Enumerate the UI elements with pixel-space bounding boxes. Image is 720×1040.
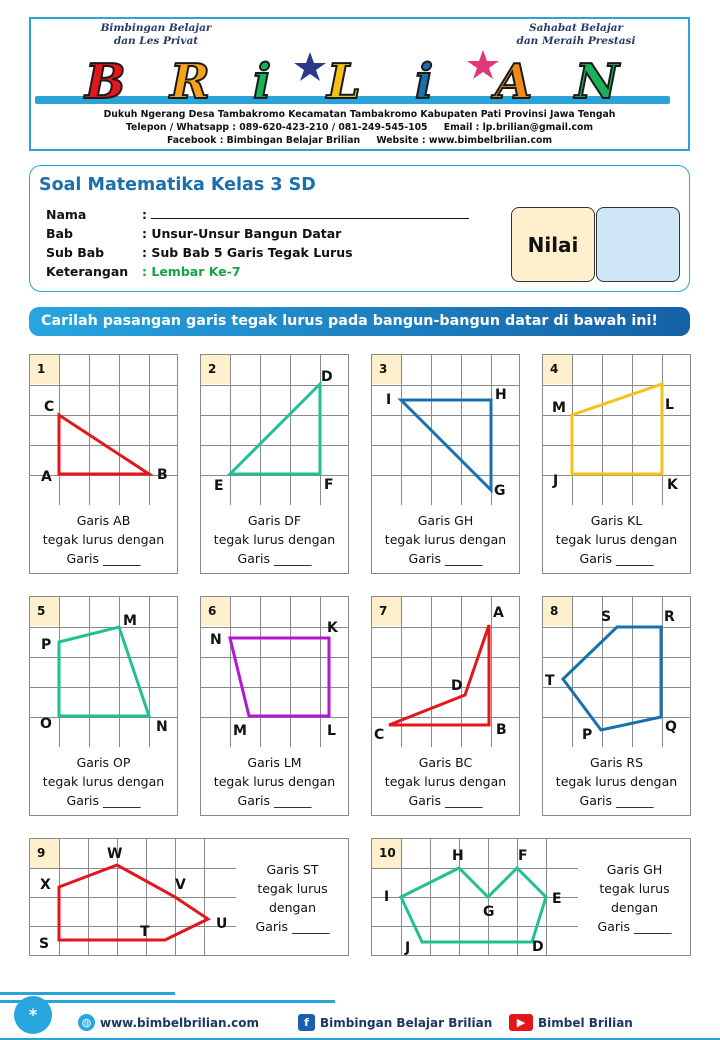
vertex-label: X — [40, 877, 51, 893]
question-number: 2 — [201, 355, 230, 384]
vertex-label: U — [216, 916, 228, 932]
instruction-banner: Carilah pasangan garis tegak lurus pada bangun-bangun datar di bawah ini! — [29, 307, 690, 336]
vertex-label: H — [452, 848, 464, 864]
score-box[interactable] — [596, 207, 680, 282]
figure-10 — [372, 839, 578, 955]
answer-blank[interactable]: Garis ______ — [408, 551, 483, 566]
footer — [0, 990, 720, 1040]
vertex-label: E — [552, 891, 562, 907]
question-number: 10 — [372, 839, 401, 868]
vertex-label: T — [545, 673, 555, 689]
logo-letter-a: A — [495, 54, 533, 104]
vertex-label: I — [386, 392, 392, 408]
facebook-icon: f — [298, 1014, 315, 1031]
logo-letter-i2: i — [415, 54, 434, 104]
footer-website[interactable]: ◍ www.bimbelbrilian.com — [78, 1014, 259, 1031]
question-number: 9 — [30, 839, 59, 868]
vertex-label: C — [374, 727, 385, 743]
question-card-9 — [29, 838, 349, 956]
youtube-icon: ▶ — [509, 1014, 533, 1031]
answer-blank[interactable]: Garis ______ — [66, 551, 141, 566]
question-card-5 — [29, 596, 178, 816]
vertex-label: W — [107, 846, 123, 862]
tagline-left: Bimbingan Belajar dan Les Privat — [100, 22, 212, 47]
shape-4 — [572, 384, 662, 474]
answer-blank[interactable]: Garis ______ — [237, 551, 312, 566]
question-number: 4 — [543, 355, 572, 384]
globe-icon: ◍ — [78, 1014, 95, 1031]
vertex-label: J — [405, 940, 411, 955]
shape-5 — [59, 627, 149, 716]
vertex-label: V — [175, 877, 186, 893]
answer-blank[interactable]: Garis ______ — [597, 919, 672, 934]
shape-8 — [563, 627, 661, 730]
question-card-4 — [542, 354, 691, 574]
social-line: Facebook : Bimbingan Belajar Brilian Website : www.bimbelbrilian.com — [166, 135, 553, 146]
vertex-label: S — [39, 936, 50, 952]
logo-letter-i1: i — [253, 54, 272, 104]
vertex-label: S — [601, 609, 612, 625]
address-line: Dukuh Ngerang Desa Tambakromo Kecamatan Tambakromo Kabupaten Pati Provinsi Jawa Tengah — [103, 109, 616, 120]
question-text: Garis LM tegak lurus dengan Garis ______ — [201, 753, 348, 810]
logo-letter-l: L — [327, 54, 361, 104]
question-number: 7 — [372, 597, 401, 626]
vertex-label: H — [495, 387, 507, 403]
question-card-2 — [200, 354, 349, 574]
vertex-label: B — [157, 467, 168, 483]
footer-youtube[interactable]: ▶ Bimbel Brilian — [509, 1014, 633, 1031]
vertex-label: B — [496, 722, 507, 738]
tagline-right: Sahabat Belajar dan Meraih Prestasi — [516, 22, 636, 47]
shape-10 — [401, 868, 546, 942]
vertex-label: D — [321, 369, 333, 385]
vertex-label: A — [41, 469, 52, 485]
question-text: Garis GH tegak lurus dengan Garis ______ — [372, 511, 519, 568]
question-card-6 — [200, 596, 349, 816]
vertex-label: T — [140, 924, 150, 940]
question-text: Garis GH tegak lurus dengan Garis ______ — [579, 860, 690, 936]
vertex-label: K — [327, 620, 338, 636]
question-text: Garis KL tegak lurus dengan Garis ______ — [543, 511, 690, 568]
vertex-label: M — [552, 400, 566, 416]
question-text: Garis DF tegak lurus dengan Garis ______ — [201, 511, 348, 568]
vertex-label: D — [532, 939, 544, 955]
worksheet-title: Soal Matematika Kelas 3 SD — [39, 175, 316, 195]
question-text: Garis BC tegak lurus dengan Garis ______ — [372, 753, 519, 810]
question-card-10 — [371, 838, 691, 956]
shape-1 — [59, 415, 149, 474]
vertex-label: R — [664, 609, 675, 625]
footer-line — [0, 1000, 335, 1003]
question-number: 6 — [201, 597, 230, 626]
vertex-label: M — [233, 723, 247, 739]
shape-2 — [230, 384, 320, 474]
contact-line: Telepon / Whatsapp : 089-620-423-210 / 081-249-545-105 Email : lp.brilian@gmail.com — [125, 122, 594, 133]
info-box: Soal Matematika Kelas 3 SD Nama : Bab : Unsur-Unsur Bangun Datar Sub Bab : Sub Bab 5 Garis Tegak Lurus Keterangan : Lembar Ke-7 Nilai — [29, 165, 690, 292]
vertex-label: A — [493, 605, 504, 621]
question-number: 8 — [543, 597, 572, 626]
vertex-label: Q — [665, 719, 677, 735]
question-card-7 — [371, 596, 520, 816]
header-banner — [29, 17, 690, 151]
answer-blank[interactable]: Garis ______ — [66, 793, 141, 808]
logo-letter-r: R — [170, 54, 210, 104]
logo-letter-n: N — [575, 54, 619, 104]
footer-facebook[interactable]: f Bimbingan Belajar Brilian — [298, 1014, 492, 1031]
question-text: Garis RS tegak lurus dengan Garis ______ — [543, 753, 690, 810]
vertex-label: P — [582, 727, 593, 743]
question-text: Garis ST tegak lurus dengan Garis ______ — [237, 860, 348, 936]
vertex-label: F — [324, 477, 334, 493]
vertex-label: M — [123, 613, 137, 629]
vertex-label: C — [44, 399, 55, 415]
question-card-8 — [542, 596, 691, 816]
vertex-label: N — [210, 632, 222, 648]
nilai-label: Nilai — [511, 207, 595, 282]
question-number: 5 — [30, 597, 59, 626]
vertex-label: I — [384, 889, 390, 905]
shape-7 — [389, 625, 489, 725]
figure-9 — [30, 839, 236, 955]
question-text: Garis AB tegak lurus dengan Garis ______ — [30, 511, 177, 568]
question-text: Garis OP tegak lurus dengan Garis ______ — [30, 753, 177, 810]
logo-letter-b: B — [85, 54, 126, 104]
question-card-1 — [29, 354, 178, 574]
vertex-label: L — [665, 397, 674, 413]
vertex-label: F — [518, 848, 528, 864]
vertex-label: G — [494, 483, 506, 499]
vertex-label: E — [214, 478, 224, 494]
brilian-logo — [65, 46, 663, 104]
question-number: 3 — [372, 355, 401, 384]
vertex-label: P — [41, 637, 52, 653]
vertex-label: D — [451, 678, 463, 694]
question-number: 1 — [30, 355, 59, 384]
shape-6 — [230, 638, 329, 716]
answer-blank[interactable]: Garis ______ — [579, 793, 654, 808]
vertex-label: O — [40, 716, 52, 732]
question-card-3 — [371, 354, 520, 574]
vertex-label: K — [667, 477, 678, 493]
vertex-label: L — [327, 723, 336, 739]
answer-blank[interactable]: Garis ______ — [237, 793, 312, 808]
vertex-label: N — [156, 719, 168, 735]
answer-blank[interactable]: Garis ______ — [255, 919, 330, 934]
answer-blank[interactable]: Garis ______ — [408, 793, 483, 808]
vertex-label: J — [553, 473, 559, 489]
footer-badge: * — [14, 996, 52, 1034]
vertex-label: G — [483, 904, 495, 920]
footer-line — [0, 992, 175, 995]
name-field[interactable] — [151, 207, 469, 219]
answer-blank[interactable]: Garis ______ — [579, 551, 654, 566]
